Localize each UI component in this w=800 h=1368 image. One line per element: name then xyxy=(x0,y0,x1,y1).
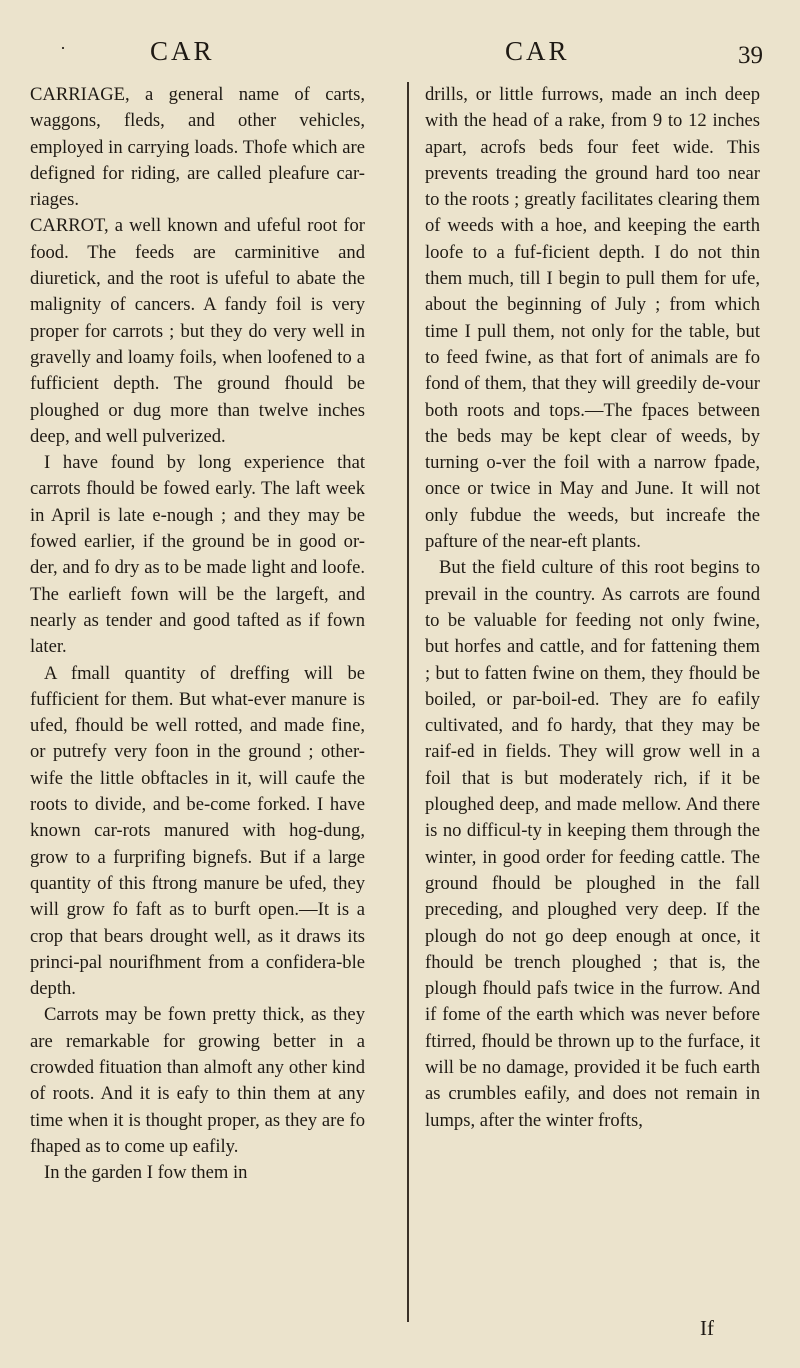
left-column xyxy=(30,82,365,1186)
page-number: 39 xyxy=(738,42,763,69)
running-head-right: CAR xyxy=(505,36,570,66)
paragraph-dressing: A fmall quantity of dreffing will be fufficient for them. But what-ever manure is ufed, fhould be well rotted, and made fine, or putrefy very foon in the ground ; other-wife the little obftacles in it, will caufe the roots to divide, and be-come forked. I have known car-rots manured with hog-dung, grow to a furprifing bignefs. But if a large quantity of this ftrong manure be ufed, they will grow fo faft as to burft open.—It is a crop that bears drought well, as it draws its princi-pal nourifhment from a confidera-ble depth. xyxy=(30,662,365,1000)
right-column xyxy=(425,82,760,1134)
paragraph-drills: drills, or little furrows, made an inch deep with the head of a rake, from 9 to 12 inches apart, acrofs beds four feet wide. This prevents treading the ground hard too near to the roots ; greatly facilitates clearing them of weeds with a hoe, and keeping the earth loofe to a fuf-ficient depth. I do not thin them much, till I begin to pull them for ufe, about the beginning of July ; from which time I pull them, not only for the table, but to feed fwine, as that fort of animals are fo fond of them, that they will greedily de-vour both roots and tops.—The fpaces between the beds may be kept clear of weeds, by turning o-ver the foil with a narrow fpade, once or twice in May and June. It will not only fubdue the weeds, but increafe the pafture of the near-eft plants. xyxy=(425,84,760,553)
corner-mark: · xyxy=(60,38,66,58)
paragraph-thick-sowing: Carrots may be fown pretty thick, as they are remarkable for growing better in a crowded fituation than almoft any other kind of roots. And it is eafy to thin them at any time when it is thought proper, as they are fo fhaped as to come up eafily. xyxy=(30,1004,365,1157)
paragraph-garden: In the garden I fow them in xyxy=(44,1162,248,1184)
paragraph-carrot: CARROT, a well known and ufeful root for food. The feeds are carminitive and diuretick, and the root is ufeful to abate the malignity of cancers. A fandy foil is very proper for carrots ; but they do very well in gravelly and loamy foils, when loofened to a fufficient depth. The ground fhould be ploughed or dug more than twelve inches deep, and well pulverized. xyxy=(30,215,365,447)
paragraph-sowing: I have found by long experience that carrots fhould be fowed early. The laft week in April is late e-nough ; and they may be fowed earlier, if the ground be in good or-der, and fo dry as to be made light and loofe. The earlieft fown will be the largeft, and nearly as tender and good tafted as if fown later. xyxy=(30,452,365,658)
column-divider xyxy=(407,82,409,1322)
running-head-left: CAR xyxy=(150,36,215,66)
paragraph-carriage: CARRIAGE, a general name of carts, waggons, fleds, and other vehicles, employed in carrying loads. Thofe which are defigned for riding, are called pleafure car-riages. xyxy=(30,84,365,211)
paragraph-field-culture: But the field culture of this root begins to prevail in the country. As carrots are found to be valuable for feeding not only fwine, but horfes and cattle, and for fattening them ; but to fatten fwine on them, they fhould be boiled, or par-boil-ed. They are fo eafily cultivated, and fo hardy, that they may be raif-ed in fields. They will grow well in a foil that is but moderately rich, if it be ploughed deep, and made mellow. And there is no difficul-ty in keeping them through the winter, in good order for feeding cattle. The ground fhould be ploughed in the fall preceding, and ploughed very deep. If the plough do not go deep enough at once, it fhould be trench ploughed ; that is, the plough fhould pafs twice in the furrow. And if fome of the earth which was never before ftirred, fhould be thrown up to the furface, it will be no damage, provided it be fuch earth as crumbles eafily, and does not remain in lumps, after the winter frofts, xyxy=(425,557,760,1131)
catchword: If xyxy=(700,1316,714,1340)
